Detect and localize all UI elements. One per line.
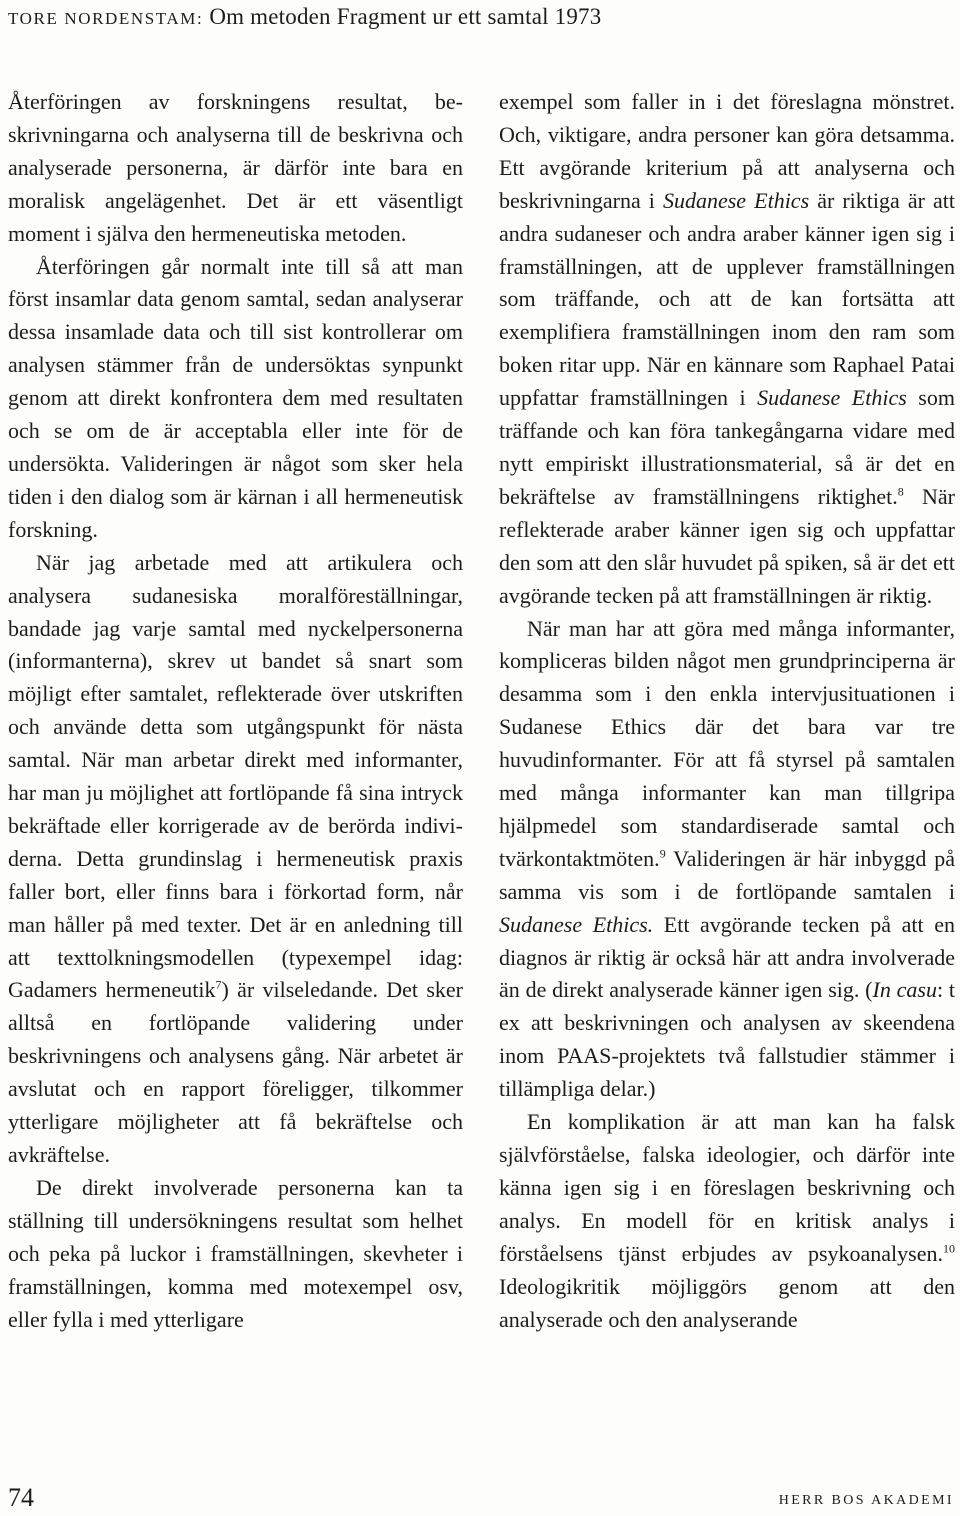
paragraph-text: En komplikation är att man kan ha falsk självförståelse, falska ideologier, och därför inte känna igen sig i en föreslagen beskrivning och analys. En modell för en kritisk analys i förståelsens tjänst erbjudes av psykoanalysen. (499, 1109, 955, 1266)
paragraph-text: Ideologikritik möjliggörs genom att den analyserade och den analyserande (499, 1273, 955, 1332)
paragraph-text: som träffande och kan föra tankegångarna vidare med nytt empiriskt illustrationsmaterial, så är det en bekräftelse av framställningens riktighet. (499, 385, 955, 509)
page-number: 74 (8, 1483, 34, 1512)
paragraph (499, 613, 955, 1107)
footnote-ref: 7 (215, 978, 222, 993)
paragraph-text: : t ex att beskrivningen och analysen av skeendena inom PAAS-projektets två fallstudier stämmer i tillämpliga delar.) (499, 977, 955, 1102)
latin-phrase: In casu (872, 977, 937, 1003)
paragraph-text: Ett avgörande tecken på att en diagnos är riktig är också här att andra involverade än de direkt analyserade känner igen sig. ( (499, 911, 955, 1003)
book-title: Sudanese Ethics (757, 385, 907, 411)
paragraph: De direkt involverade personerna kan ta ställning till undersökningens resultat som helhet och peka på luckor i framställningen, skevheter i framställningen, komma med motexempel osv, eller fylla i med ytterligare (8, 1174, 463, 1332)
paragraph-text: När reflekterade araber känner igen sig och uppfattar den som att den slår huvudet på spiken, så är det ett avgörande tecken på att framställningen är riktig. (499, 483, 955, 608)
paragraph-text: är riktiga är att andra sudaneser och andra araber känner igen sig i framställningen, att de upplever framställningen som träffande, och att de kan fortsätta att exemplifiera framställningen inom den ram som boken ritar upp. När en kännare som Raphael Patai uppfattar framställningen i (499, 187, 955, 411)
running-head-author: TORE NORDENSTAM: (8, 9, 204, 28)
paragraph-text: exempel som faller in i det föreslagna mönstret. Och, viktigare, andra personer kan göra detsamma. Ett avgörande kriterium på att analyserna och beskrivningarna i (499, 89, 955, 213)
paragraph-text: När jag arbetade med att artikulera och analysera sudanesiska moralföreställningar, bandade jag varje samtal med nyckelpersonerna (informanterna), skrev ut bandet så snart som möjligt efter samtalet, reflekterade över utskriften och använde detta som utgångspunkt för nästa samtal. När man arbetar direkt med informanter, har man ju möjlighet att fortlöpande få sina intryck bekräftade eller korrigerade av de berörda individerna. Detta grundinslag i hermeneutisk praxis faller bort, eller finns bara i förkortad form, når man håller på med texter. Det är en anledning till att texttolkningsmodellen (typexempel idag: Gadamers hermeneutik (8, 549, 463, 1003)
footnote-ref: 8 (897, 484, 904, 499)
paragraph: Återföringen går normalt inte till så att man först insamlar data genom samtal, sedan analyserar dessa insamlade data och till sist kontrollerar om analysen stämmer från de undersöktas synpunkt genom att direkt konfrontera dem med resultaten och se om de är acceptabla eller inte för de undersökta. Valideringen är något som sker hela tiden i den dialog som är kärnan i all hermeneutisk forskning. (8, 253, 463, 542)
publisher-name: HERR BOS AKADEMI (778, 1493, 954, 1508)
paragraph-text: Valideringen är här inbyggd på samma vis som i de fortlöpande samtalen i (499, 845, 955, 904)
running-head-title: Om metoden Fragment ur ett samtal 1973 (209, 4, 602, 29)
right-column (499, 86, 955, 1336)
footnote-ref: 10 (943, 1241, 955, 1256)
paragraph-text: ) är vilseledande. Det sker alltså en fortlöpande validering under beskrivningens och analysens gång. När arbetet är avslutat och en rapport föreligger, tilkommer ytterligare möjligheter att få bekräftelse och avkräftelse. (8, 977, 463, 1167)
book-title: Sudanese Ethics. (499, 911, 654, 937)
running-head (8, 0, 948, 36)
footnote-ref: 9 (659, 846, 666, 861)
paragraph-text: När man har att göra med många informanter, kompliceras bilden något men grundprinciperna är desamma som i den enkla intervjusituationen i Sudanese Ethics där det bara var tre huvudinformanter. För att få styrsel på samtalen med många informanter kan man tillgripa hjälpmedel som standardiserade samtal och tvärkontaktmöten. (499, 615, 955, 871)
paragraph (8, 547, 463, 1172)
paragraph: Återföringen av forskningens resultat, beskrivningarna och analyserna till de beskrivna och analyserade personerna, är därför inte bara en moralisk angelägenhet. Det är ett väsentligt moment i själva den hermeneutiska metoden. (8, 89, 463, 246)
paragraph (499, 1106, 955, 1336)
book-title: Sudanese Ethics (662, 187, 810, 213)
left-column (8, 86, 463, 1336)
paragraph (499, 86, 955, 613)
